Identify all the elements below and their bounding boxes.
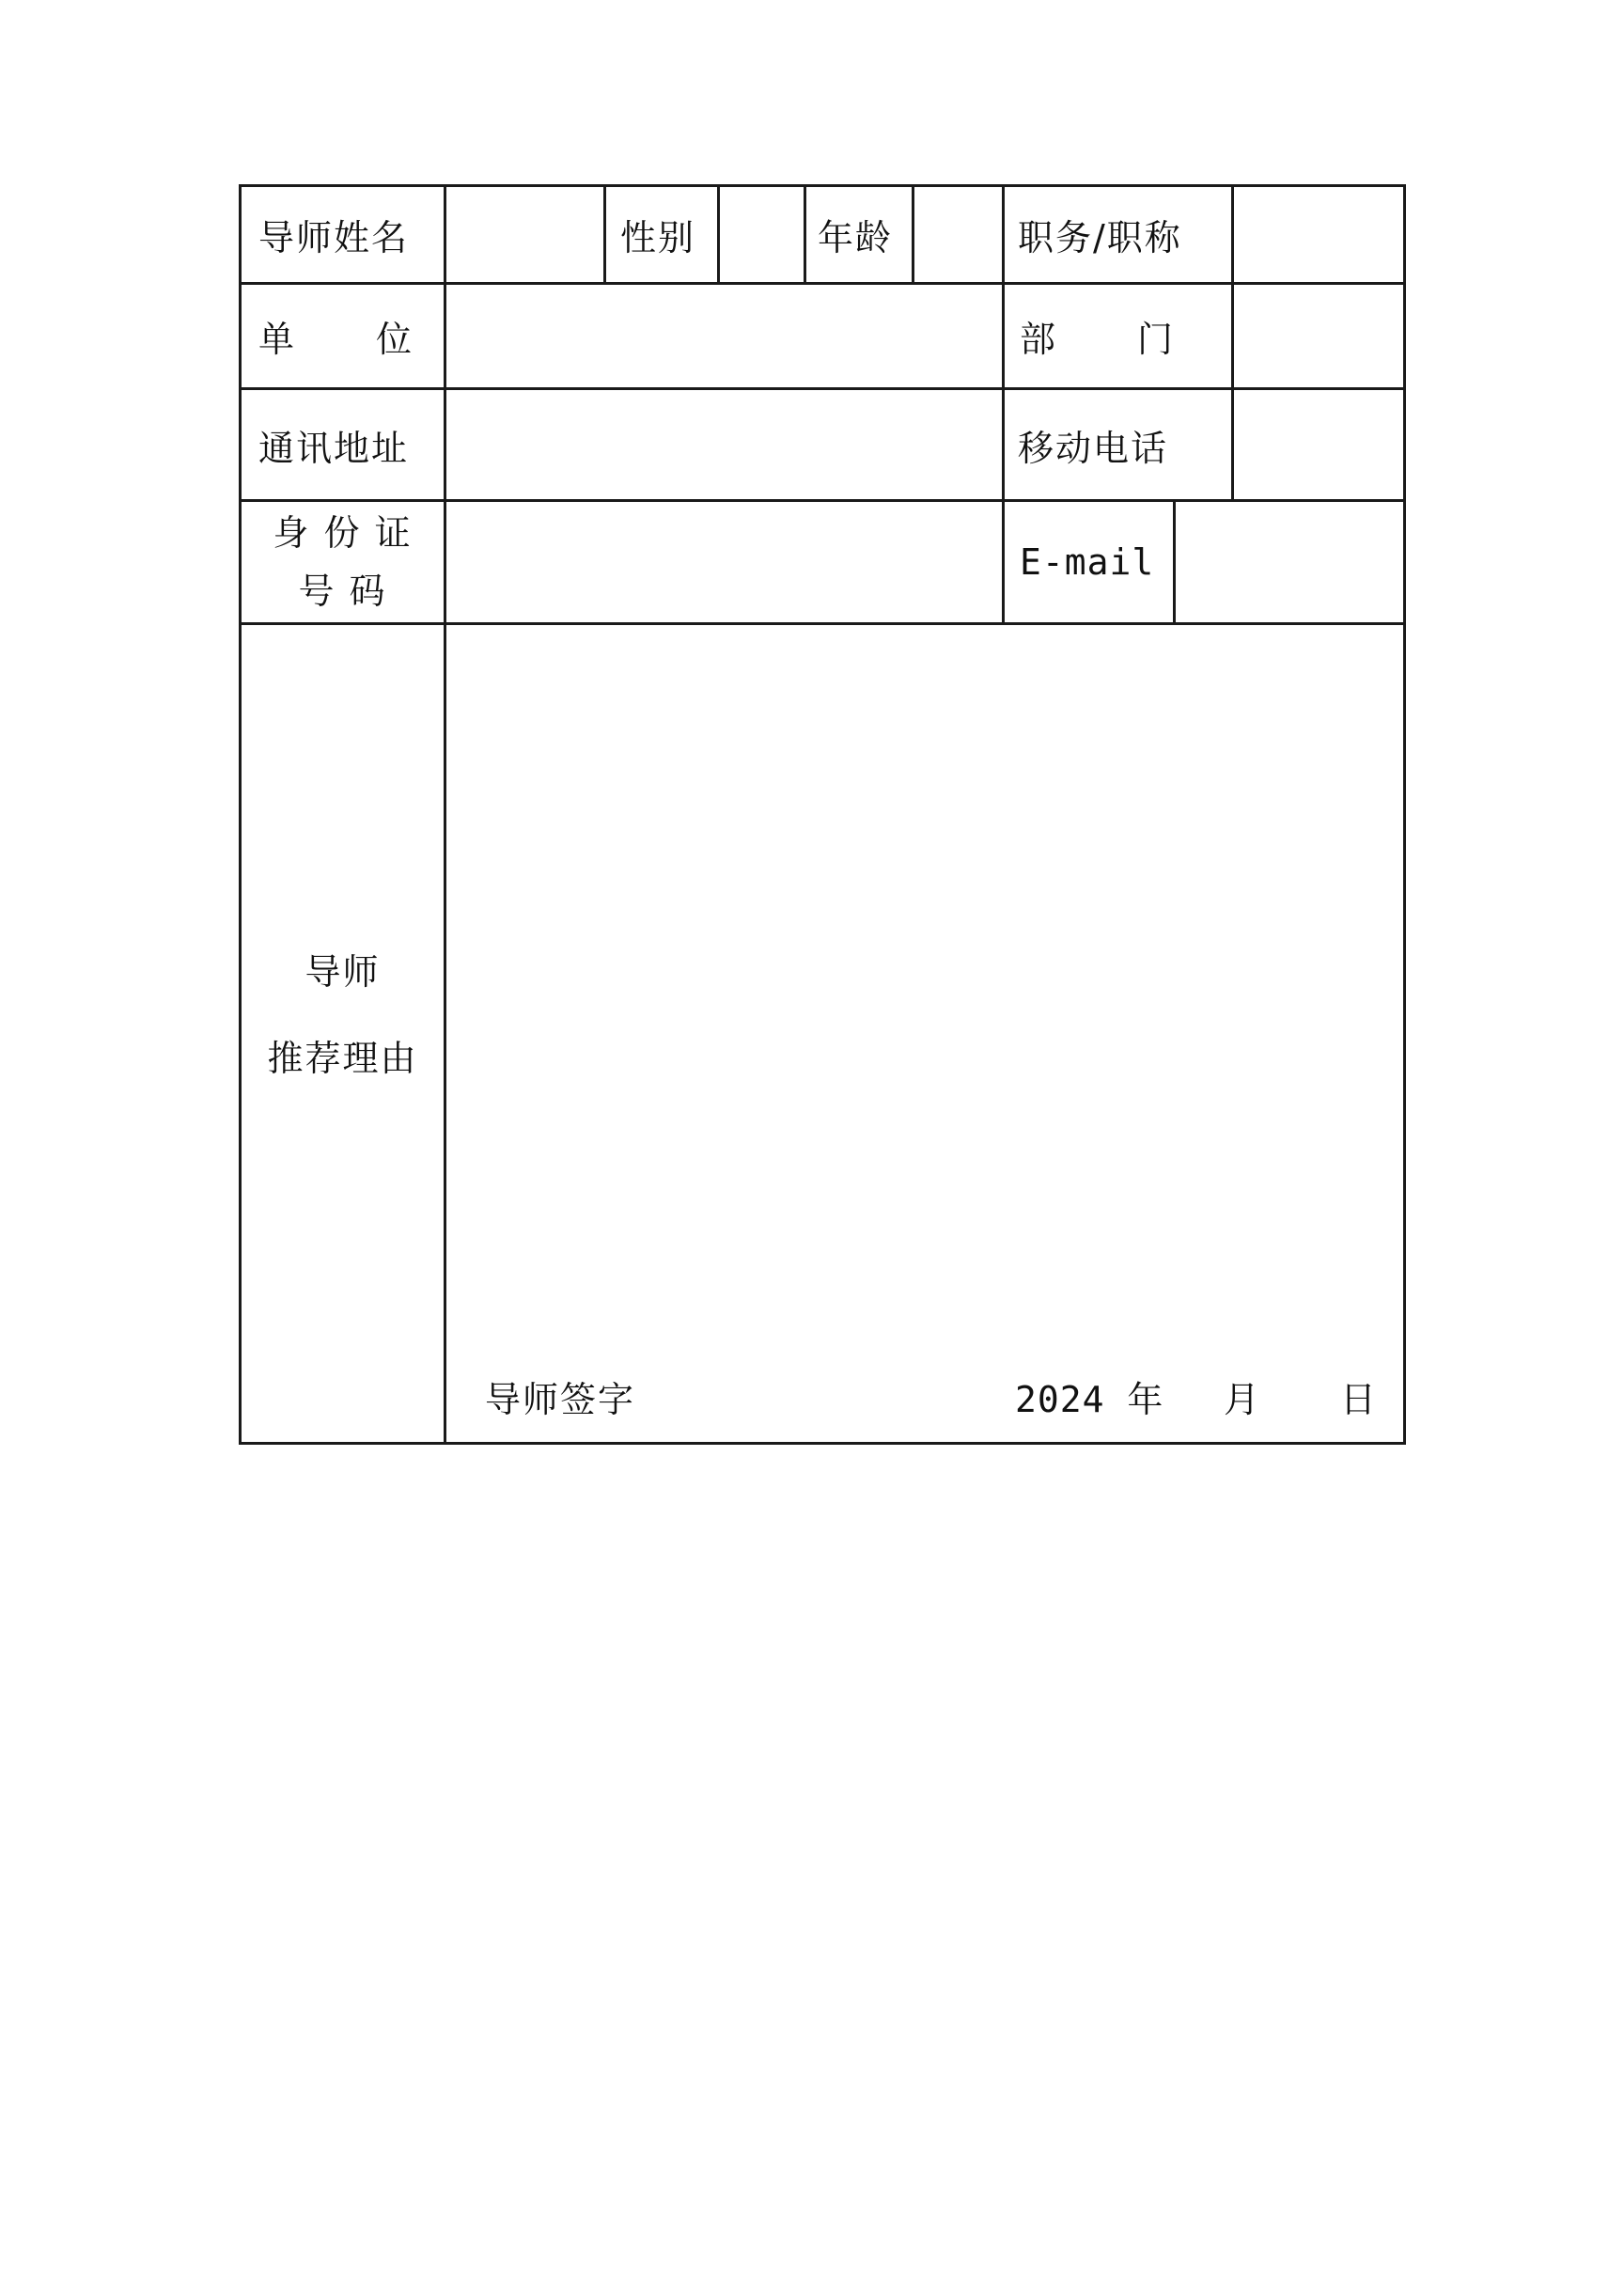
id-number-label-line1: 身 份 证: [273, 512, 413, 554]
unit-label-second-char: 位: [376, 319, 414, 360]
address-field[interactable]: [446, 390, 1002, 499]
recommendation-reason-label-line2: 推荐理由: [267, 1038, 418, 1079]
unit-label-first-char: 单: [258, 319, 297, 360]
recommendation-reason-label: [242, 940, 444, 1090]
id-number-label: [242, 502, 444, 622]
department-label-second-char: 门: [1137, 319, 1176, 360]
signature-year: 2024 年: [1015, 1378, 1164, 1420]
mentor-name-field[interactable]: [446, 187, 603, 282]
gender-label: 性别: [620, 217, 696, 258]
age-field[interactable]: [914, 187, 1002, 282]
position-title-label: 职务/职称: [1018, 217, 1182, 258]
age-label-left-divider: [804, 184, 806, 285]
mobile-phone-label: 移动电话: [1018, 427, 1169, 469]
gender-field[interactable]: [720, 187, 804, 282]
unit-field[interactable]: [446, 285, 1002, 387]
recommendation-reason-label-line1: 导师: [304, 951, 381, 993]
email-label: E-mail: [1020, 541, 1155, 583]
table-border-right: [1403, 184, 1406, 1445]
department-label-first-char: 部: [1020, 319, 1058, 360]
id-number-field[interactable]: [446, 502, 1002, 622]
table-border-bottom: [239, 1442, 1406, 1445]
signature-field[interactable]: [648, 1363, 996, 1429]
email-field[interactable]: [1176, 502, 1403, 622]
signature-month: 月: [1224, 1378, 1262, 1420]
recommendation-reason-field[interactable]: [446, 625, 1403, 1358]
mobile-phone-field[interactable]: [1234, 390, 1403, 499]
age-label: 年龄: [818, 217, 894, 258]
address-label: 通讯地址: [258, 427, 410, 469]
id-number-label-line2: 号 码: [298, 571, 387, 612]
signature-day: 日: [1340, 1378, 1379, 1420]
right-label-column-divider: [1002, 184, 1005, 625]
position-title-field[interactable]: [1234, 187, 1403, 282]
table-border-left: [239, 184, 242, 1445]
signature-label: 导师签字: [485, 1378, 636, 1420]
department-field[interactable]: [1234, 285, 1403, 387]
mentor-name-label: 导师姓名: [258, 217, 410, 258]
gender-label-left-divider: [603, 184, 606, 285]
